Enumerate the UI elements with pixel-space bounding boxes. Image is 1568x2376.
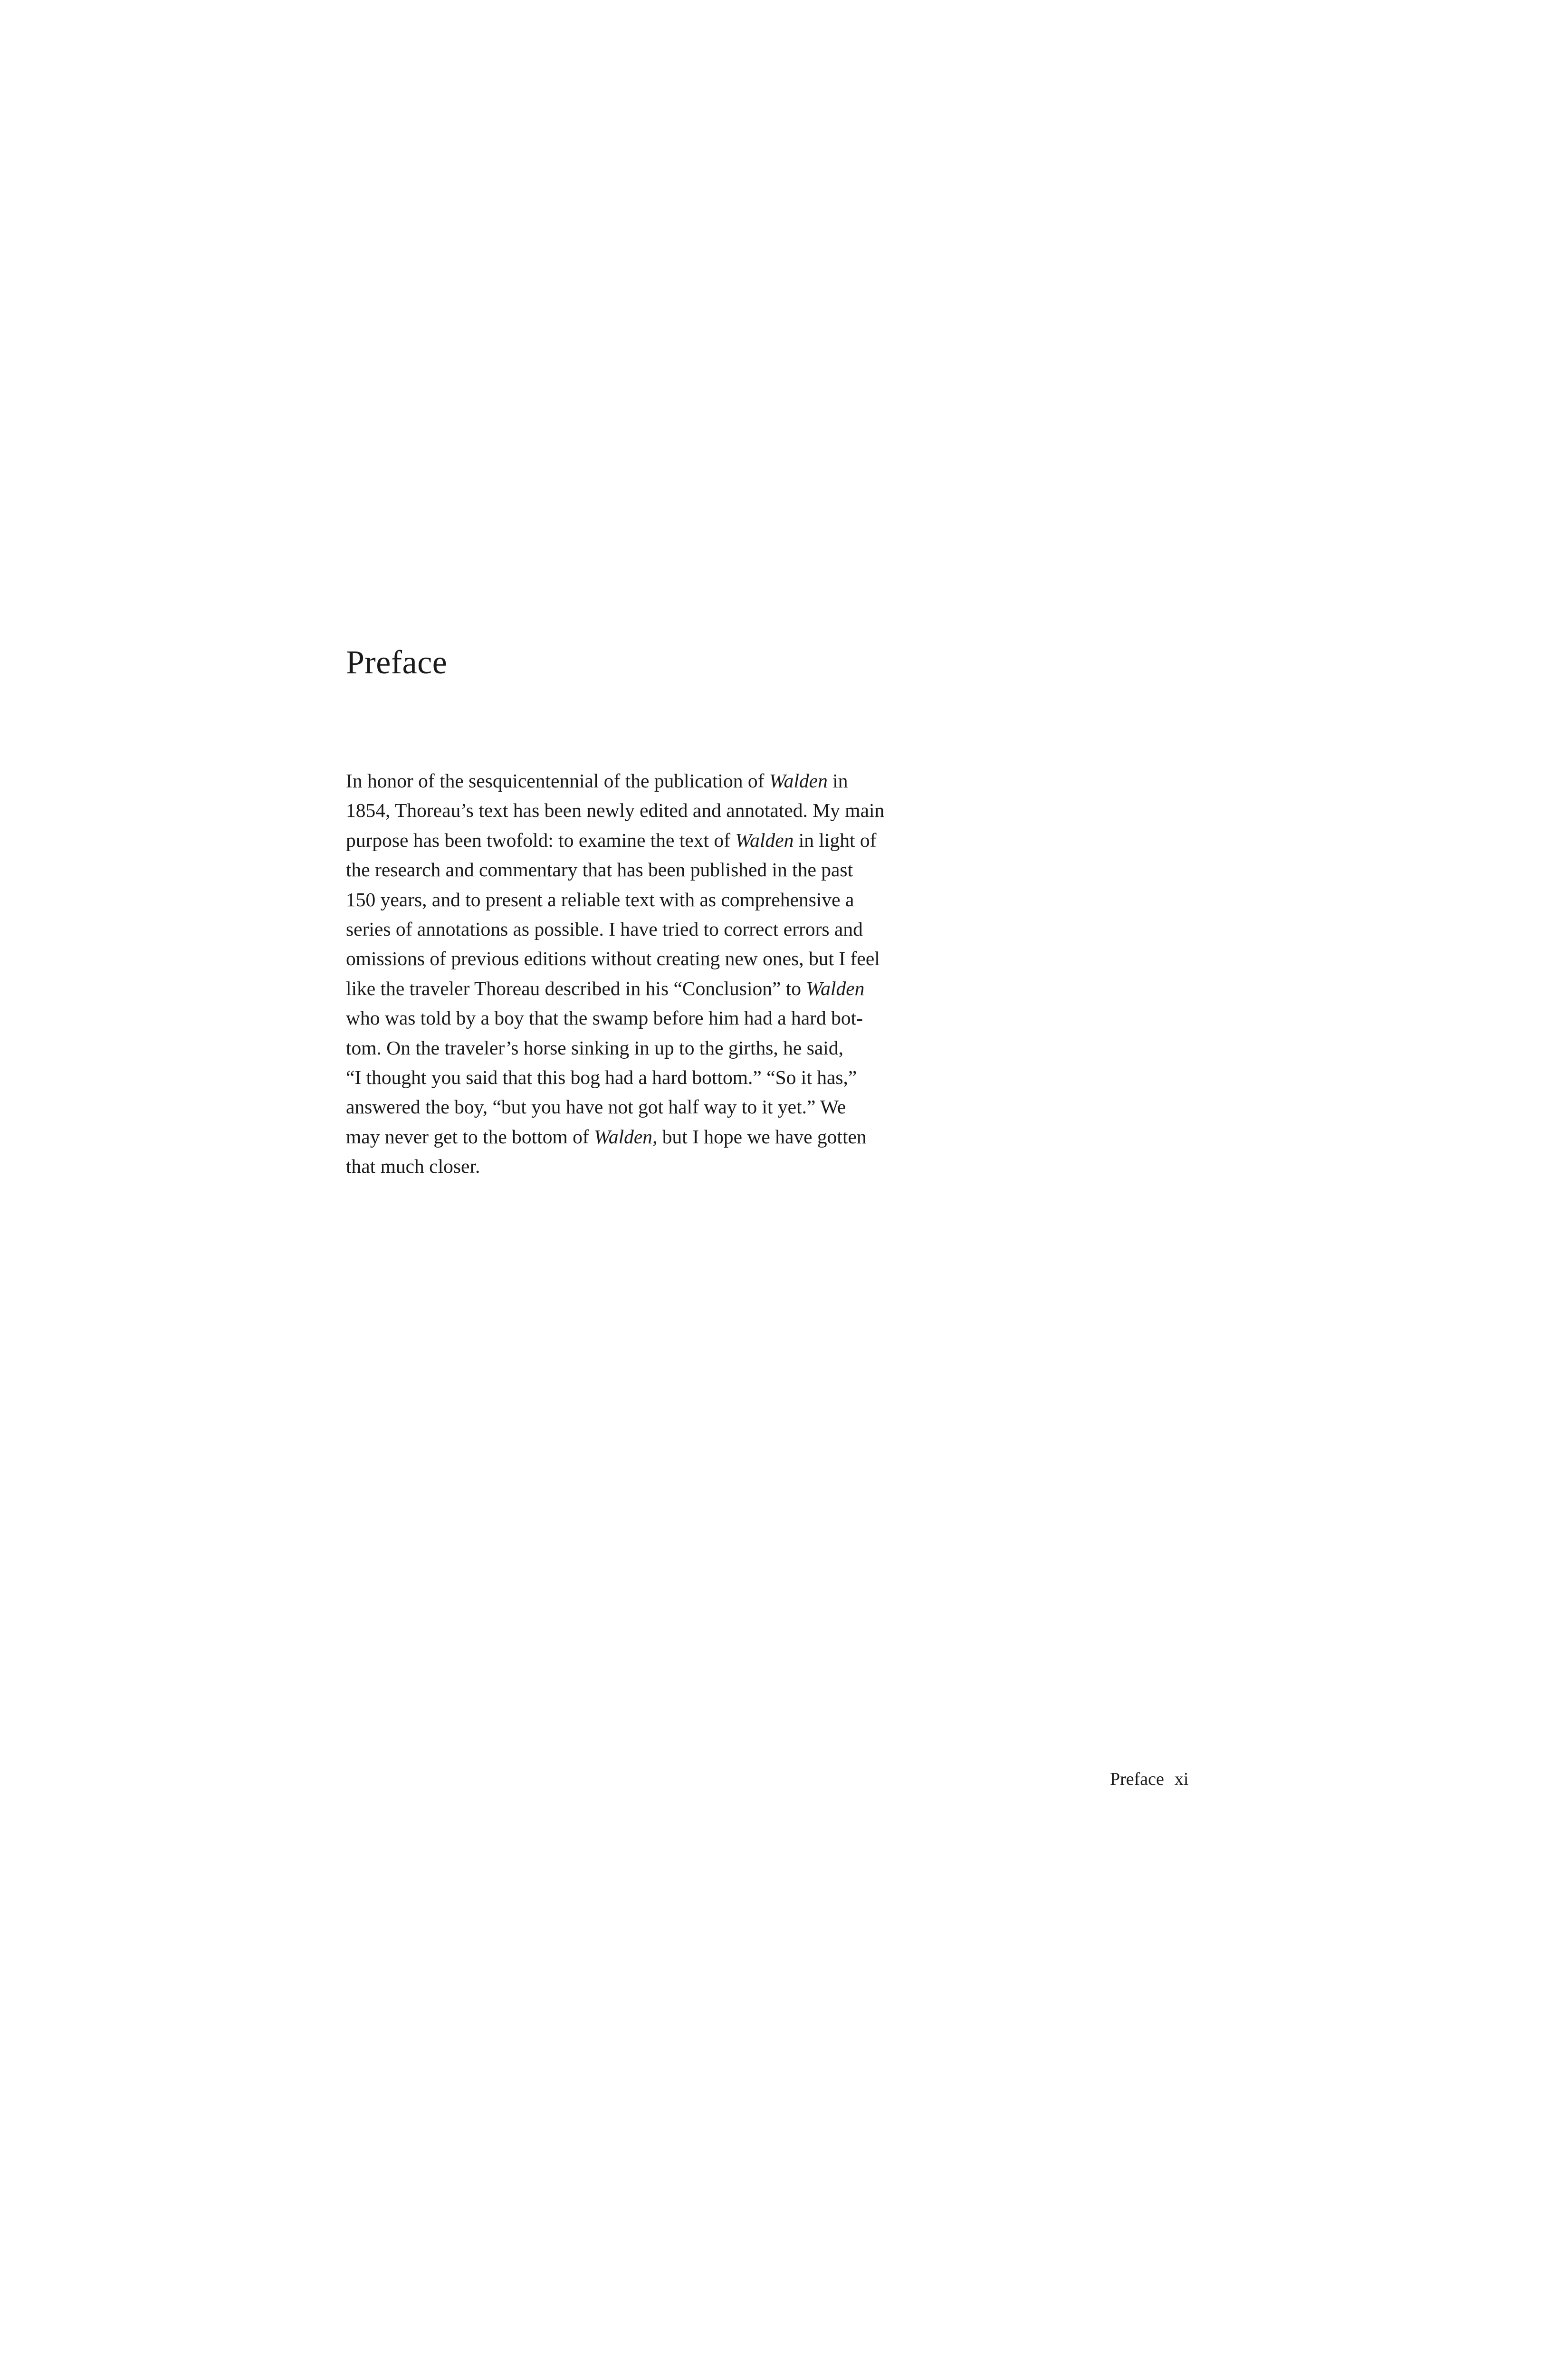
text-segment: omissions of previous editions without creating new ones, but I feel (346, 948, 880, 970)
text-segment: but I hope we have gotten (657, 1125, 867, 1148)
text-line (346, 795, 885, 825)
text-segment: tom. On the traveler’s horse sinking in up to the girths, he said, (346, 1036, 843, 1059)
text-line (346, 885, 854, 914)
italic-title: Walden (769, 770, 828, 792)
text-line (346, 1033, 843, 1063)
preface-paragraph (346, 766, 885, 1181)
text-segment: series of annotations as possible. I have tried to correct errors and (346, 918, 863, 940)
text-line (346, 944, 880, 973)
running-footer (1110, 1770, 1188, 1788)
italic-title: Walden, (594, 1125, 658, 1148)
text-segment: who was told by a boy that the swamp before him had a hard bot- (346, 1007, 863, 1029)
text-segment: the research and commentary that has been published in the past (346, 859, 853, 881)
page-number: xi (1174, 1769, 1189, 1789)
text-line (346, 1122, 867, 1151)
text-segment: 150 years, and to present a reliable text with as comprehensive a (346, 888, 854, 910)
text-line (346, 1003, 863, 1033)
text-line (346, 855, 853, 884)
footer-section-label: Preface (1110, 1769, 1164, 1789)
text-segment: in light of (794, 829, 877, 851)
italic-title: Walden (806, 977, 865, 999)
text-line (346, 766, 848, 795)
text-line (346, 825, 877, 855)
text-segment: 1854, Thoreau’s text has been newly edited and annotated. My main (346, 799, 885, 822)
text-segment: may never get to the bottom of (346, 1125, 594, 1148)
text-line (346, 1092, 846, 1121)
text-segment: “I thought you said that this bog had a hard bottom.” “So it has,” (346, 1066, 857, 1089)
text-line (346, 1151, 837, 1181)
text-segment: In honor of the sesquicentennial of the publication of (346, 770, 769, 792)
chapter-heading: Preface (346, 644, 448, 681)
text-segment: that much closer. (346, 1155, 480, 1178)
text-segment: like the traveler Thoreau described in his “Conclusion” to (346, 977, 806, 999)
text-line (346, 914, 863, 944)
text-segment: purpose has been twofold: to examine the text of (346, 829, 736, 851)
italic-title: Walden (735, 829, 794, 851)
text-line (346, 974, 865, 1003)
text-segment: answered the boy, “but you have not got half way to it yet.” We (346, 1096, 846, 1118)
text-segment: in (827, 770, 848, 792)
text-line (346, 1063, 857, 1092)
